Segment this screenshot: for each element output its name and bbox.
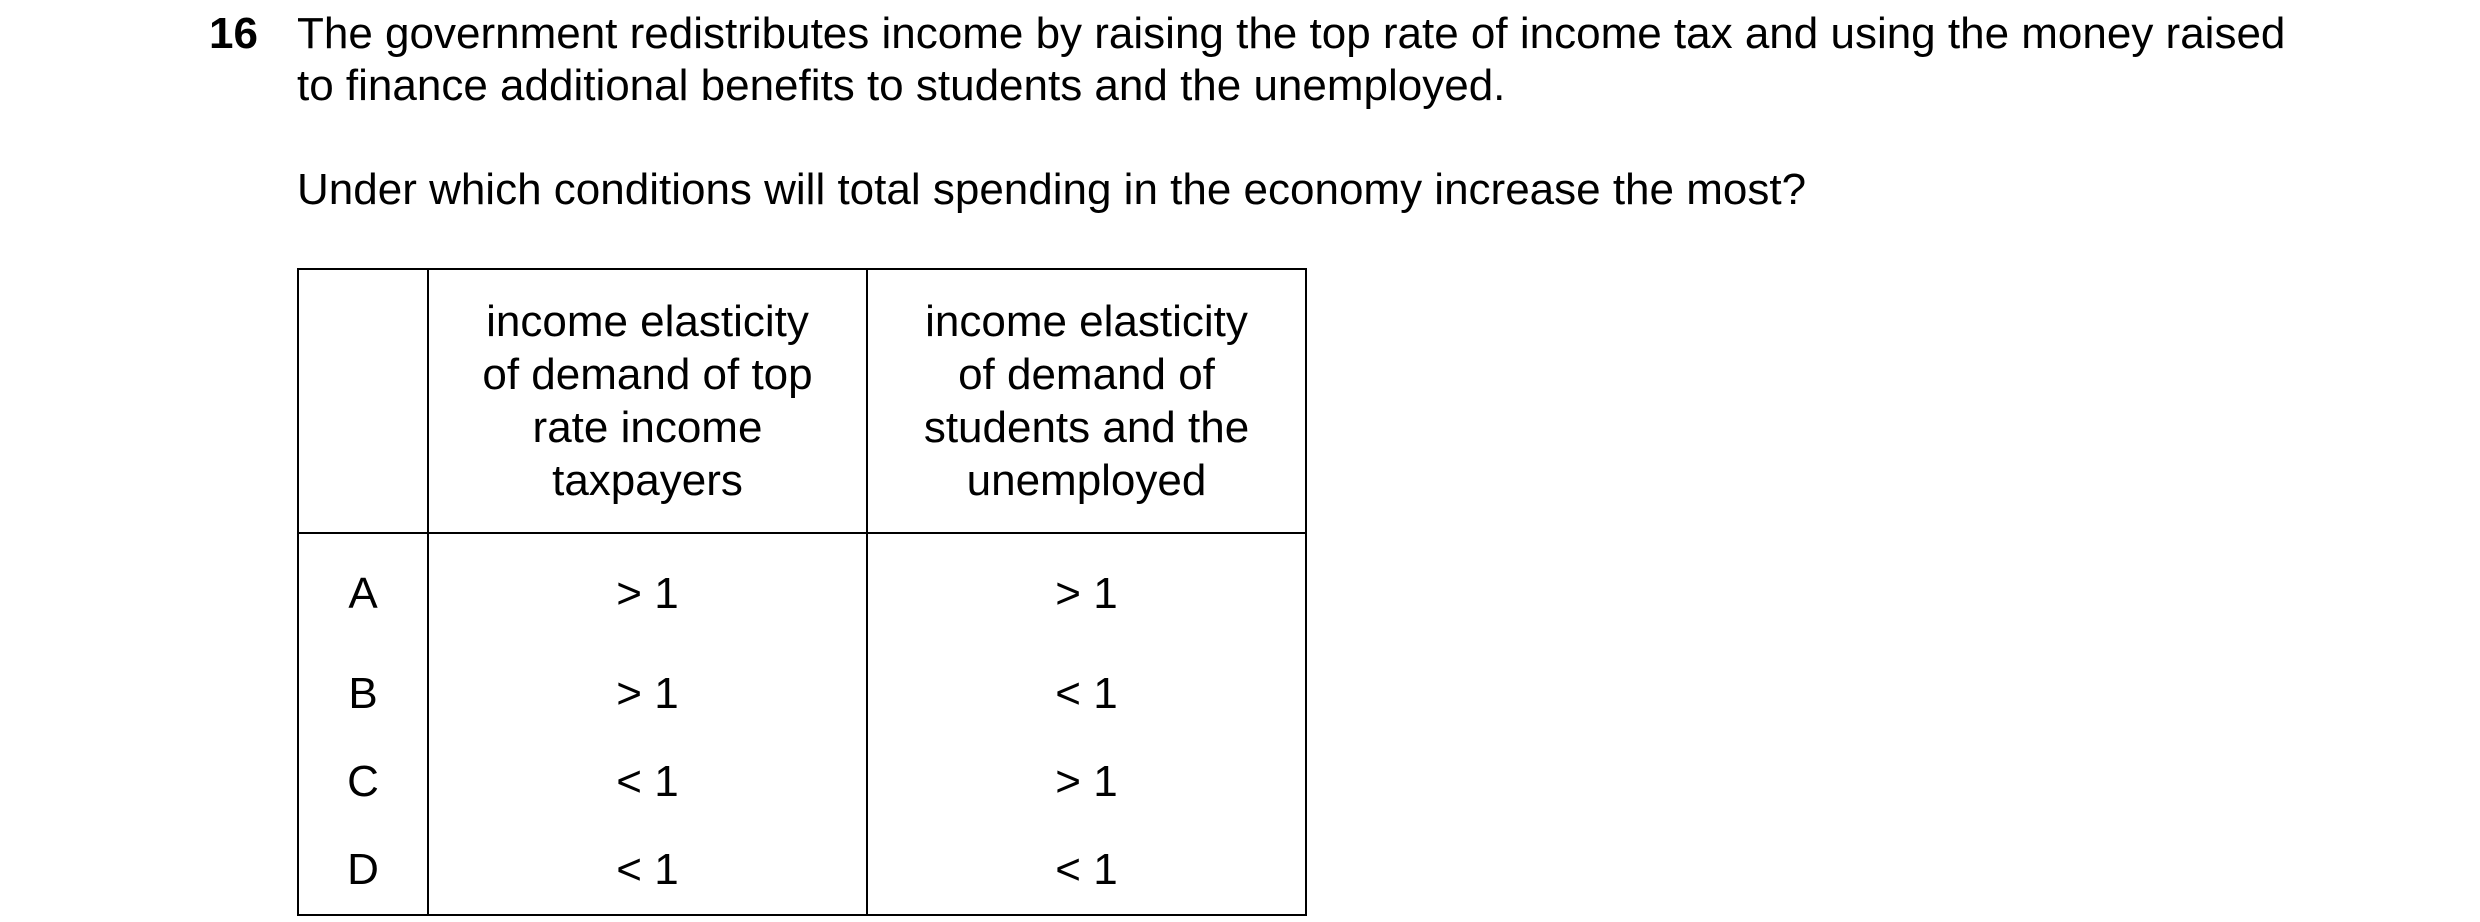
students-unemployed-value: > 1 — [867, 738, 1306, 826]
question-prompt: Under which conditions will total spending in the economy increase the most? — [297, 165, 1807, 214]
table-row — [298, 826, 1306, 915]
option-key: D — [298, 826, 428, 915]
table-row — [298, 650, 1306, 738]
top-rate-value: > 1 — [428, 533, 867, 650]
option-key: A — [298, 533, 428, 650]
header-cell-students-unemployed — [867, 269, 1306, 533]
table-header-row — [298, 269, 1306, 533]
table-row — [298, 738, 1306, 826]
header-label-top-rate: income elasticity of demand of top rate income taxpayers — [482, 297, 813, 505]
students-unemployed-value: > 1 — [867, 533, 1306, 650]
question-stem: The government redistributes income by raising the top rate of income tax and using the money raised to finance additional benefits to students and the unemployed. — [297, 9, 2286, 110]
students-unemployed-value: < 1 — [867, 826, 1306, 915]
students-unemployed-value: < 1 — [867, 650, 1306, 738]
top-rate-value: > 1 — [428, 650, 867, 738]
question-number: 16 — [209, 9, 258, 58]
header-label-students-unemployed: income elasticity of demand of students and the unemployed — [923, 297, 1250, 505]
header-cell-top-rate — [428, 269, 867, 533]
top-rate-value: < 1 — [428, 738, 867, 826]
header-cell-key — [298, 269, 428, 533]
answer-options-table — [297, 268, 1307, 916]
top-rate-value: < 1 — [428, 826, 867, 915]
option-key: B — [298, 650, 428, 738]
table-row — [298, 533, 1306, 650]
option-key: C — [298, 738, 428, 826]
